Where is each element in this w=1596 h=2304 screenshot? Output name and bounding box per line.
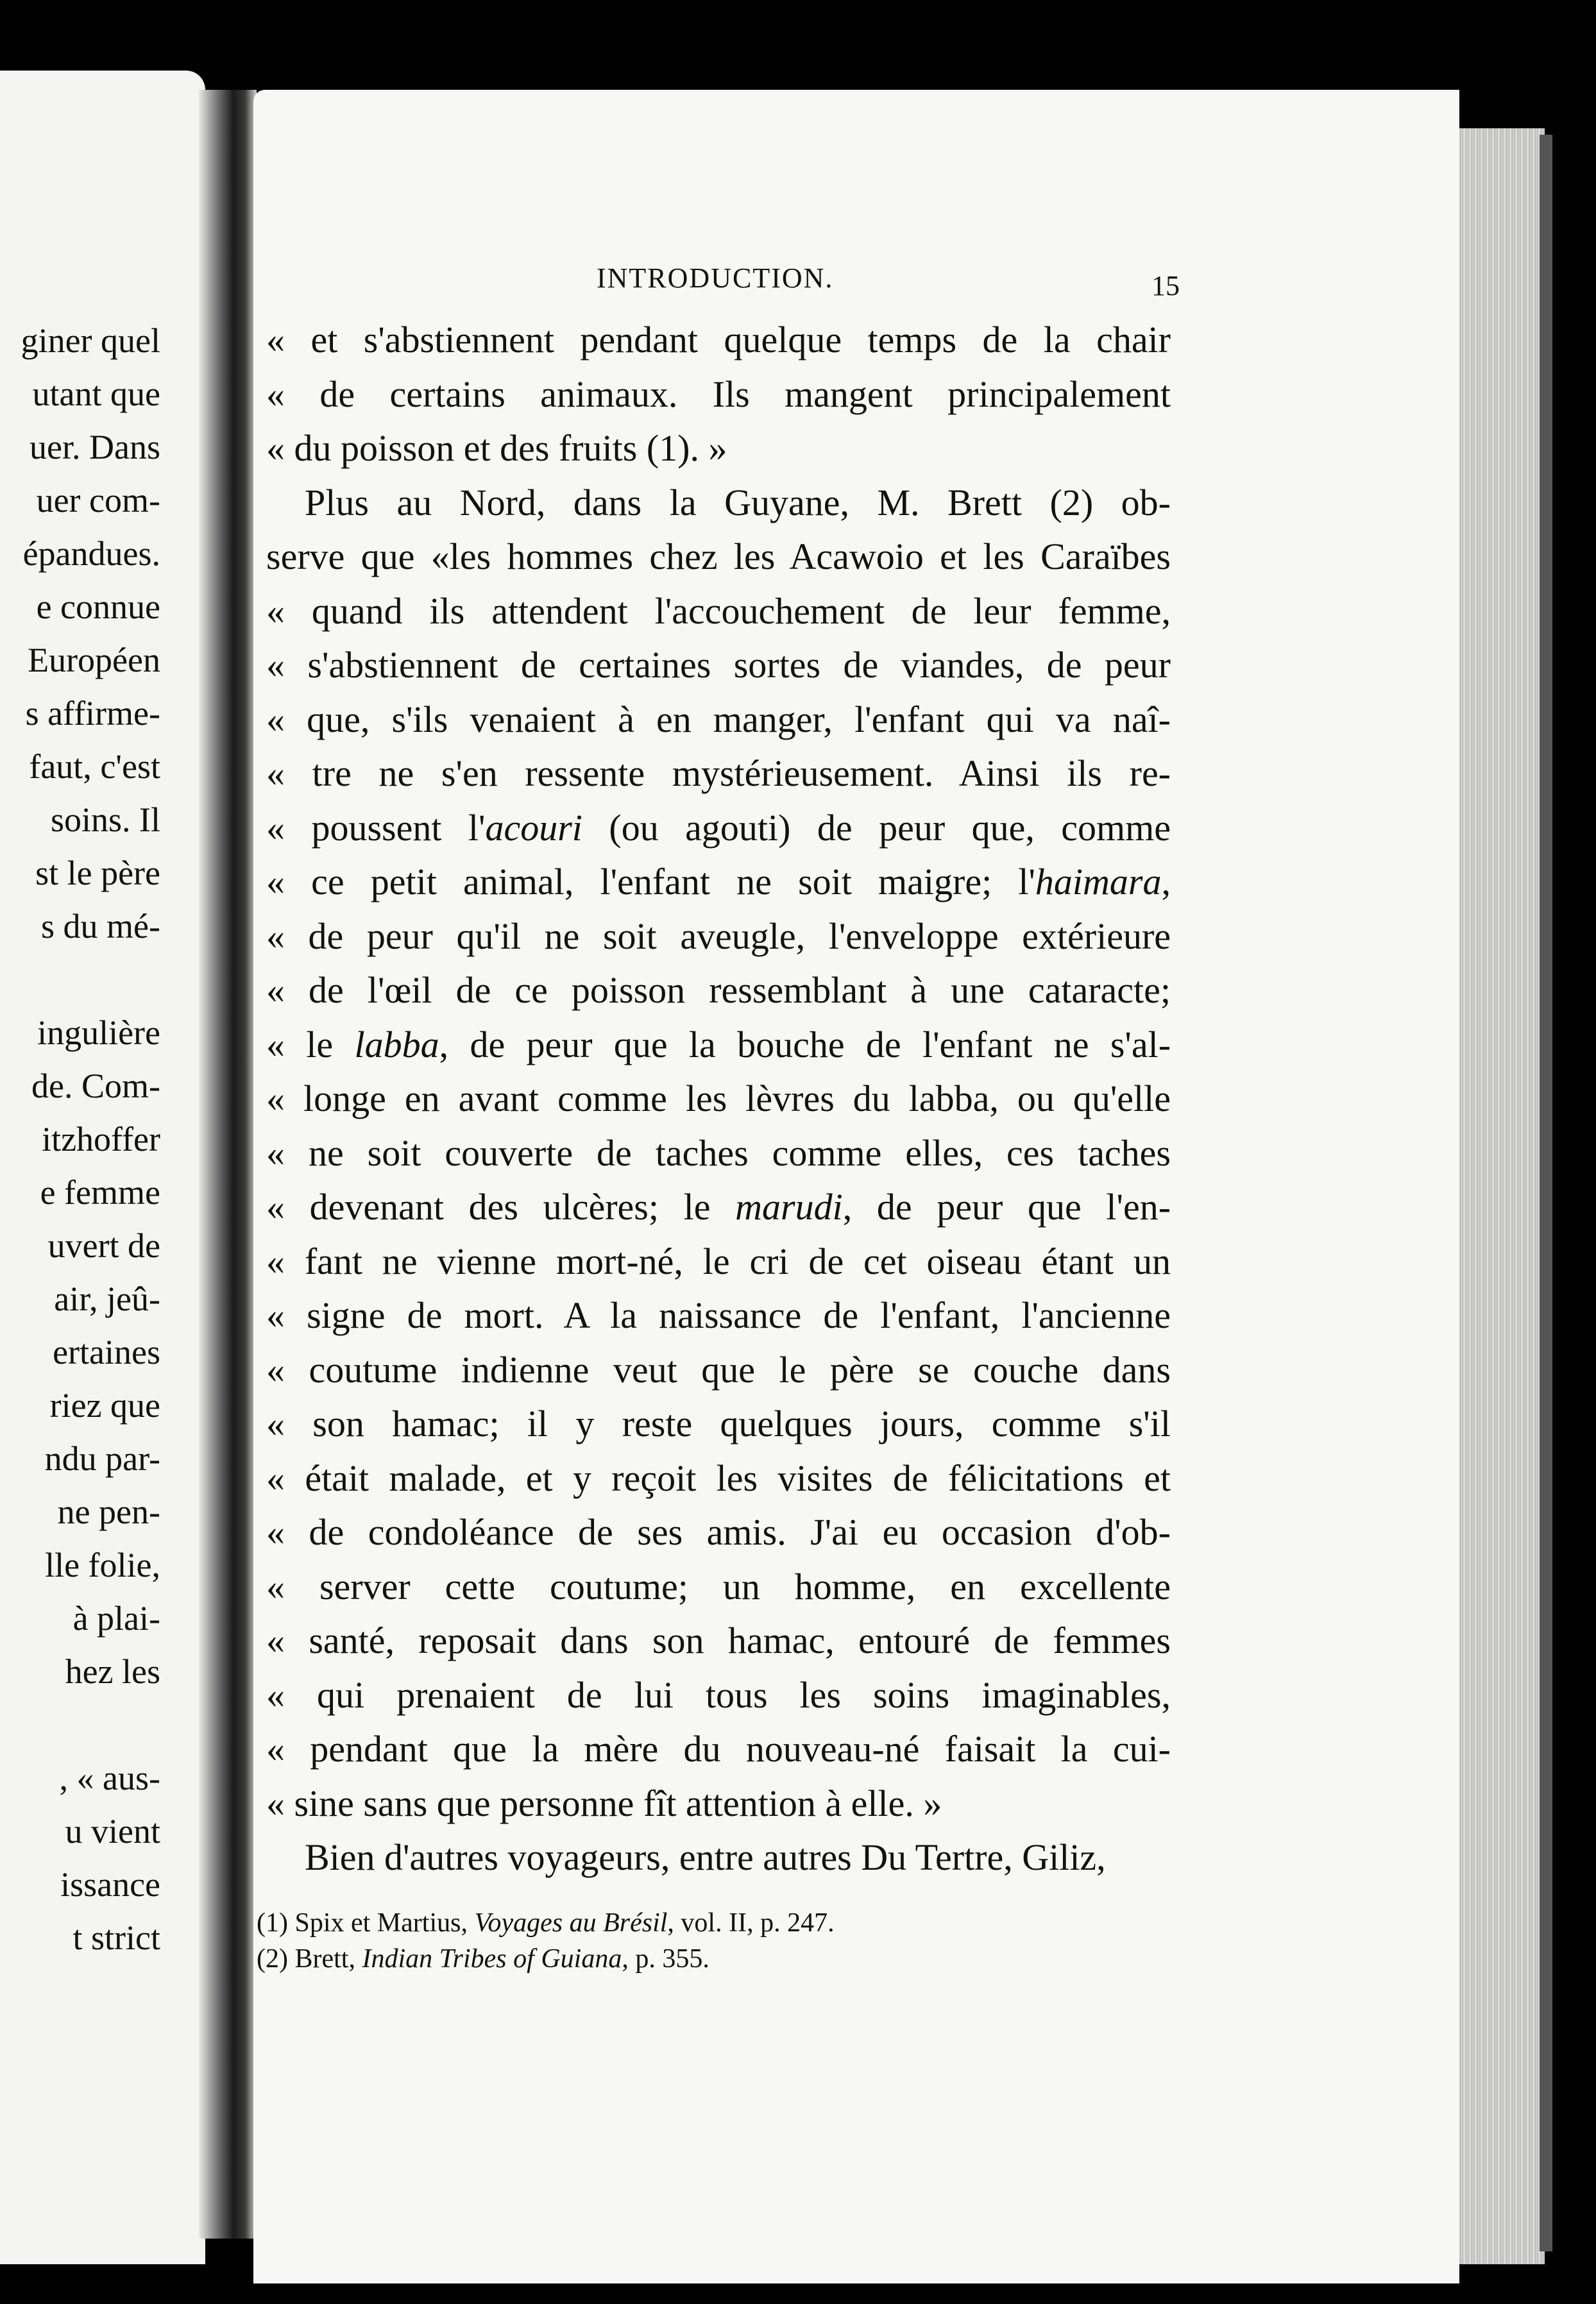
body-line-text: « tre ne s'en ressente mystérieusement. Ainsi ils re- [266, 752, 1171, 794]
previous-page-line: de. Com- [31, 1067, 160, 1105]
body-line-text: « de certains animaux. Ils mangent principalement [266, 373, 1171, 415]
previous-page-line: issance [60, 1865, 160, 1904]
body-line-text: « devenant des ulcères; le [266, 1186, 736, 1228]
body-line-italic: acouri [485, 806, 582, 849]
footnote-line-italic: Indian Tribes of Guiana [362, 1944, 622, 1974]
previous-page-line: s affirme- [25, 694, 160, 733]
previous-page-line: faut, c'est [29, 747, 160, 786]
body-line-text: (ou agouti) de peur que, comme [582, 806, 1171, 849]
previous-page-line: uer com- [36, 481, 160, 520]
body-line-text: « était malade, et y reçoit les visites de félicitations et [266, 1457, 1171, 1499]
body-line [266, 1614, 1171, 1668]
previous-page-line: e femme [40, 1173, 160, 1212]
body-line [266, 963, 1171, 1018]
body-line-text: « sine sans que personne fît attention à elle. » [266, 1782, 942, 1824]
book-gutter [199, 90, 257, 2239]
footnote-line-text: (1) Spix et Martius, [257, 1908, 475, 1938]
footnote-line-italic: Voyages au Brésil [474, 1908, 668, 1938]
body-line-italic: haimara [1035, 861, 1162, 902]
body-line [266, 1722, 1171, 1777]
body-line [266, 530, 1171, 584]
body-line-text: , [1161, 861, 1171, 902]
body-line [266, 638, 1171, 693]
body-line-italic: labba [354, 1023, 439, 1065]
previous-page-line: ne pen- [57, 1493, 160, 1531]
body-line-text: « et s'abstiennent pendant quelque temps de la chair [266, 319, 1171, 360]
previous-page-line: hez les [65, 1652, 160, 1691]
body-line-text: serve que «les hommes chez les Acawoio et les Caraïbes [266, 536, 1171, 577]
body-line [266, 1018, 1171, 1072]
body-line [266, 368, 1171, 422]
previous-page-line: itzhoffer [42, 1120, 160, 1158]
body-line [266, 313, 1171, 368]
previous-page-line: ingulière [37, 1013, 160, 1052]
body-line [266, 1831, 1171, 1885]
body-line-text: , de peur que la bouche de l'enfant ne s'al- [439, 1023, 1171, 1065]
previous-page-line: uvert de [47, 1226, 160, 1265]
page-number: 15 [1151, 270, 1180, 301]
previous-page-line: giner quel [21, 321, 160, 360]
body-line-text: « santé, reposait dans son hamac, entouré de femmes [266, 1620, 1171, 1661]
previous-page-line: ndu par- [44, 1439, 160, 1478]
body-line-text: « fant ne vienne mort-né, le cri de cet oiseau étant un [266, 1240, 1171, 1282]
previous-page-line: s du mé- [41, 907, 160, 945]
body-line-text: « s'abstiennent de certaines sortes de viandes, de peur [266, 644, 1171, 686]
body-line [266, 421, 1171, 476]
body-line-text: « ne soit couverte de taches comme elles, ces taches [266, 1131, 1171, 1174]
previous-page-line: t strict [72, 1919, 160, 1957]
previous-page-line: soins. Il [50, 800, 160, 839]
previous-page-text [0, 314, 160, 1965]
body-line-text: Plus au Nord, dans la Guyane, M. Brett (2) ob- [305, 481, 1171, 523]
body-line-text: « pendant que la mère du nouveau-né faisait la cui- [266, 1728, 1171, 1770]
previous-page-line: lle folie, [45, 1546, 160, 1584]
body-line-text: « du poisson et des fruits (1). » [266, 427, 727, 469]
body-line-text: « poussent l' [266, 806, 486, 849]
previous-page-line: Européen [28, 641, 160, 679]
previous-page-line: uer. Dans [30, 428, 160, 466]
body-line [266, 1668, 1171, 1723]
body-line [266, 1777, 1171, 1831]
previous-page-line: u vient [65, 1812, 160, 1851]
footnote-line [257, 1905, 1026, 1941]
body-line-text: « le [266, 1023, 355, 1065]
footnote-line-text: , vol. II, p. 247. [667, 1908, 835, 1938]
page-edges [1455, 128, 1545, 2264]
body-line [266, 747, 1171, 801]
body-line [266, 1505, 1171, 1560]
previous-page-line: , « aus- [59, 1759, 160, 1797]
footnote-line [257, 1941, 1026, 1977]
body-line [266, 910, 1171, 964]
body-line [266, 1180, 1171, 1235]
previous-page-line: e connue [36, 588, 160, 626]
body-line [266, 584, 1171, 639]
body-line-text: Bien d'autres voyageurs, entre autres Du Tertre, Giliz, [305, 1836, 1106, 1878]
footnote-line-text: , p. 355. [622, 1944, 709, 1974]
body-line-text: « son hamac; il y reste quelques jours, comme s'il [266, 1403, 1171, 1444]
running-head: INTRODUCTION. [597, 262, 834, 294]
body-line-italic: marudi [735, 1186, 843, 1228]
body-line [266, 855, 1171, 910]
previous-page-line: riez que [49, 1386, 160, 1425]
body-line-text: « quand ils attendent l'accouchement de leur femme, [266, 589, 1171, 632]
body-line-text: « longe en avant comme les lèvres du labba, ou qu'elle [266, 1078, 1171, 1119]
body-text [266, 313, 1171, 1885]
body-line [266, 1397, 1171, 1452]
body-line-text: « coutume indienne veut que le père se couche dans [266, 1348, 1171, 1391]
body-line [266, 1235, 1171, 1289]
previous-page-line: ertaines [53, 1333, 160, 1371]
body-line-text: « de peur qu'il ne soit aveugle, l'enveloppe extérieure [266, 915, 1171, 957]
body-line-text: « qui prenaient de lui tous les soins imaginables, [266, 1673, 1171, 1716]
footnote-line-text: (2) Brett, [257, 1944, 362, 1974]
body-line [266, 1343, 1171, 1398]
body-line [266, 1126, 1171, 1181]
body-line [266, 1452, 1171, 1506]
body-line-text: « signe de mort. A la naissance de l'enfant, l'ancienne [266, 1294, 1171, 1336]
body-line-text: « ce petit animal, l'enfant ne soit maigre; l' [266, 861, 1035, 902]
body-line-text: « de condoléance de ses amis. J'ai eu occasion d'ob- [266, 1511, 1171, 1553]
body-line [266, 693, 1171, 747]
previous-page-line: utant que [32, 375, 160, 413]
previous-page-line: st le père [35, 854, 160, 892]
previous-page-line [0, 953, 160, 1006]
body-line-text: , de peur que l'en- [842, 1186, 1171, 1228]
footnotes [257, 1905, 1026, 1977]
previous-page-line [0, 1698, 160, 1752]
previous-page-line: air, jeû- [54, 1280, 160, 1318]
body-line-text: « que, s'ils venaient à en manger, l'enfant qui va naî- [266, 698, 1171, 740]
previous-page-line: épandues. [22, 534, 160, 573]
body-line [266, 476, 1171, 530]
previous-page-line: à plai- [72, 1599, 160, 1638]
body-line [266, 801, 1171, 856]
body-line-text: « de l'œil de ce poisson ressemblant à une cataracte; [266, 969, 1171, 1011]
previous-page [0, 71, 205, 2264]
body-line [266, 1289, 1171, 1343]
page-edge-shadow [1540, 135, 1552, 2251]
body-line [266, 1072, 1171, 1126]
body-line [266, 1560, 1171, 1614]
body-line-text: « server cette coutume; un homme, en excellente [266, 1565, 1171, 1607]
